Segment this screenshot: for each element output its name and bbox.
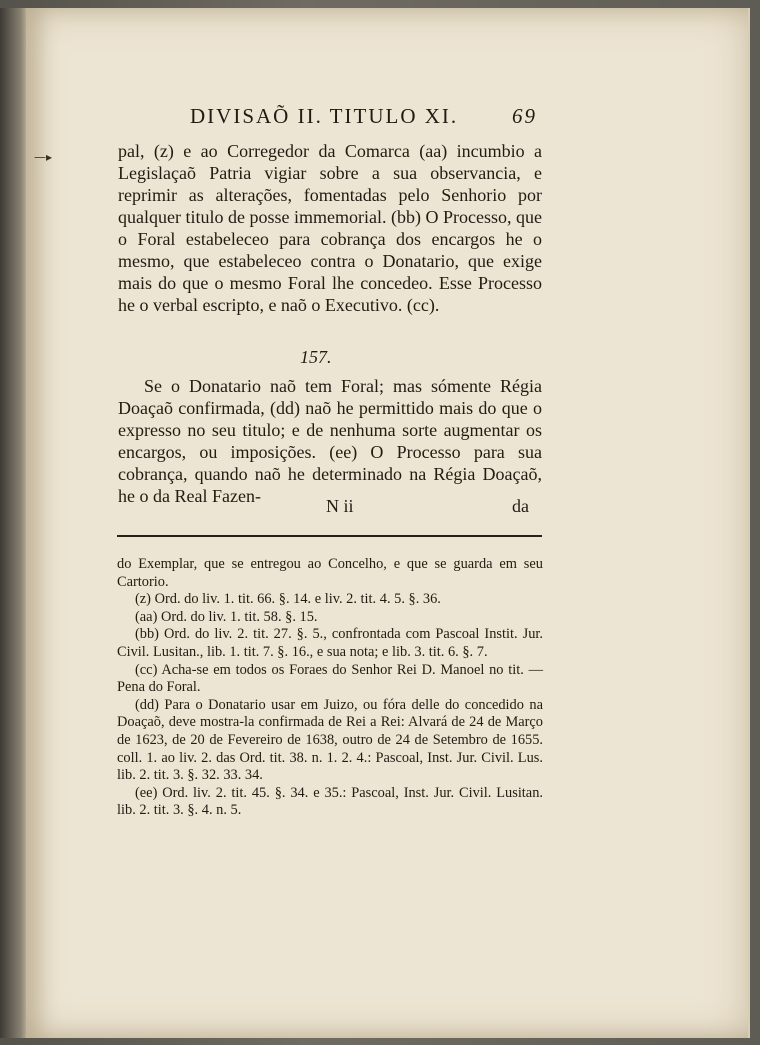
footnotes-block <box>117 556 543 820</box>
main-text-block <box>118 140 542 316</box>
signature-mark: N ii <box>326 496 354 516</box>
footnote-z: (z) Ord. do liv. 1. tit. 66. §. 14. e liv. 2. tit. 4. 5. §. 36. <box>135 591 441 608</box>
footnote-rule <box>117 535 542 537</box>
catchword: da <box>512 496 529 516</box>
footnote-cc: (cc) Acha-se em todos os Foraes do Senhor Rei D. Manoel no tit. — Pena do Foral. <box>117 661 543 696</box>
footnote-dd: (dd) Para o Donatario usar em Juizo, ou fóra delle do concedido na Doaçaõ, deve mostra-la confirmada de Rei a Rei: Alvará de 24 de Março de 1623, de 20 de Fevereiro de 1638, outro de 24 de Setembro de 1655. coll. 1. ao liv. 2. das Ord. tit. 38. n. 1. 2. 4.: Pascoal, Inst. Jur. Civil. Lus. lib. 2. tit. 3. §. 32. 33. 34. <box>117 696 543 784</box>
page-number: 69 <box>512 104 537 128</box>
section-number: 157. <box>300 347 332 367</box>
footnote-intro: do Exemplar, que se entregou ao Concelho, e que se guarda em seu Cartorio. <box>117 556 543 590</box>
footnote-bb: (bb) Ord. do liv. 2. tit. 27. §. 5., confrontada com Pascoal Instit. Jur. Civil. Lusitan., lib. 1. tit. 7. §. 16., e sua nota; e lib. 3. tit. 6. §. 7. <box>117 626 543 660</box>
margin-mark: —▸ <box>34 150 53 164</box>
running-header <box>190 104 550 134</box>
paragraph-continuation: pal, (z) e ao Corregedor da Comarca (aa) incumbio a Legislaçaõ Patria vigiar sobre a sua observancia, e reprimir as alterações, fomentadas pelo Senhorio por qualquer titulo de posse immemorial. (bb) O Processo, que o Foral estabeleceo para cobrança dos encargos he o mesmo, que estabeleceo contra o Donatario, que exige mais do que o mesmo Foral lhe concedeo. Esse Processo he o verbal escripto, e naõ o Executivo. (cc). <box>118 141 542 315</box>
running-title: DIVISAÕ II. TITULO XI. <box>190 104 459 128</box>
footnote-ee: (ee) Ord. liv. 2. tit. 45. §. 34. e 35.: Pascoal, Inst. Jur. Civil. Lusitan. lib. 2. tit. 3. §. 4. n. 5. <box>117 784 543 819</box>
footnote-aa: (aa) Ord. do liv. 1. tit. 58. §. 15. <box>135 608 318 625</box>
paragraph-157: Se o Donatario naõ tem Foral; mas sómente Régia Doaçaõ confirmada, (dd) naõ he permittido mais do que o expresso no seu titulo; e de nenhuma sorte augmentar os encargos, ou imposições. (ee) O Processo para sua cobrança, quando naõ he determinado na Régia Doaçaõ, he o da Real Fazen- <box>118 376 542 506</box>
